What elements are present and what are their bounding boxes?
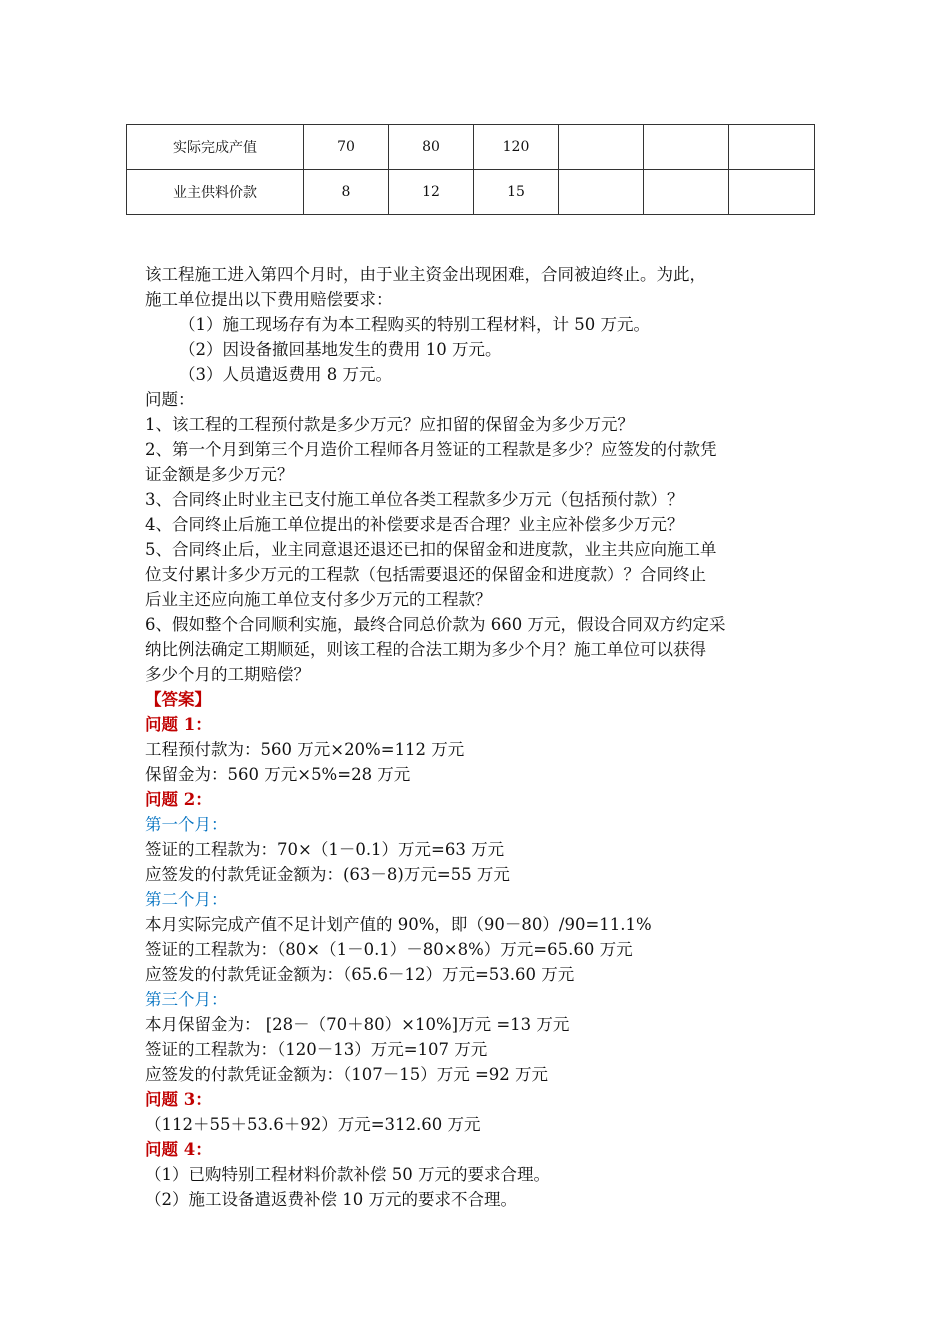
intro-line: 施工单位提出以下费用赔偿要求： — [145, 290, 393, 309]
table-cell: 8 — [304, 170, 389, 215]
table-cell — [729, 170, 815, 215]
question-line: 证金额是多少万元？ — [145, 465, 294, 484]
answer-q3-title: 问题 3： — [145, 1090, 212, 1109]
month-title: 第三个月： — [145, 990, 228, 1009]
answer-line: 保留金为：560 万元×5%=28 万元 — [145, 765, 411, 784]
question-line: 位支付累计多少万元的工程款（包括需要退还的保留金和进度款）？合同终止 — [145, 565, 706, 584]
answer-line: 应签发的付款凭证金额为：（65.6－12）万元=53.60 万元 — [145, 965, 575, 984]
question-line: 6、假如整个合同顺利实施，最终合同总价款为 660 万元，假设合同双方约定采 — [145, 615, 726, 634]
answer-line: 签证的工程款为：（80×（1－0.1）－80×8%）万元=65.60 万元 — [145, 940, 633, 959]
table-cell: 80 — [389, 125, 474, 170]
answer-q1-title: 问题 1： — [145, 715, 212, 734]
table-cell: 15 — [474, 170, 559, 215]
production-value-table — [126, 124, 815, 215]
claim-item: （2）因设备撤回基地发生的费用 10 万元。 — [179, 340, 502, 359]
table-cell — [559, 125, 644, 170]
answer-line: （2）施工设备遣返费补偿 10 万元的要求不合理。 — [145, 1190, 517, 1209]
month-title: 第二个月： — [145, 890, 228, 909]
answer-q4-title: 问题 4： — [145, 1140, 212, 1159]
answer-line: 本月实际完成产值不足计划产值的 90%，即（90－80）/90=11.1% — [145, 915, 652, 934]
question-line: 5、合同终止后，业主同意退还退还已扣的保留金和进度款，业主共应向施工单 — [145, 540, 717, 559]
answer-line: 本月保留金为： [28－（70＋80）×10%]万元 =13 万元 — [145, 1015, 570, 1034]
table-row — [127, 125, 815, 170]
question-line: 后业主还应向施工单位支付多少万元的工程款？ — [145, 590, 492, 609]
answer-line: 应签发的付款凭证金额为：（107－15）万元 =92 万元 — [145, 1065, 549, 1084]
question-line: 纳比例法确定工期顺延，则该工程的合法工期为多少个月？施工单位可以获得 — [145, 640, 706, 659]
claim-item: （3）人员遣返费用 8 万元。 — [179, 365, 392, 384]
claim-item: （1）施工现场存有为本工程购买的特别工程材料，计 50 万元。 — [179, 315, 650, 334]
row-label: 业主供料价款 — [127, 170, 304, 215]
table-cell — [729, 125, 815, 170]
row-label: 实际完成产值 — [127, 125, 304, 170]
answer-line: （1）已购特别工程材料价款补偿 50 万元的要求合理。 — [145, 1165, 550, 1184]
question-line: 4、合同终止后施工单位提出的补偿要求是否合理？业主应补偿多少万元？ — [145, 515, 684, 534]
answer-line: 应签发的付款凭证金额为：(63－8)万元=55 万元 — [145, 865, 510, 884]
intro-line: 该工程施工进入第四个月时，由于业主资金出现困难，合同被迫终止。为此， — [145, 265, 706, 284]
question-line: 2、第一个月到第三个月造价工程师各月签证的工程款是多少？应签发的付款凭 — [145, 440, 717, 459]
question-line: 3、合同终止时业主已支付施工单位各类工程款多少万元（包括预付款）？ — [145, 490, 684, 509]
table-cell: 120 — [474, 125, 559, 170]
month-title: 第一个月： — [145, 815, 228, 834]
table-row — [127, 170, 815, 215]
question-line: 1、该工程的工程预付款是多少万元？应扣留的保留金为多少万元？ — [145, 415, 634, 434]
table-cell: 70 — [304, 125, 389, 170]
questions-heading: 问题： — [145, 390, 195, 409]
table-cell: 12 — [389, 170, 474, 215]
answer-q2-title: 问题 2： — [145, 790, 212, 809]
answer-line: 签证的工程款为：（120－13）万元=107 万元 — [145, 1040, 488, 1059]
table-cell — [644, 170, 729, 215]
question-line: 多少个月的工期赔偿？ — [145, 665, 310, 684]
answer-line: 签证的工程款为：70×（1－0.1）万元=63 万元 — [145, 840, 505, 859]
table-cell — [644, 125, 729, 170]
document-body — [145, 262, 815, 1212]
answer-line: （112＋55＋53.6＋92）万元=312.60 万元 — [145, 1115, 481, 1134]
table-cell — [559, 170, 644, 215]
answer-line: 工程预付款为：560 万元×20%=112 万元 — [145, 740, 465, 759]
answer-heading: 【答案】 — [145, 690, 211, 709]
